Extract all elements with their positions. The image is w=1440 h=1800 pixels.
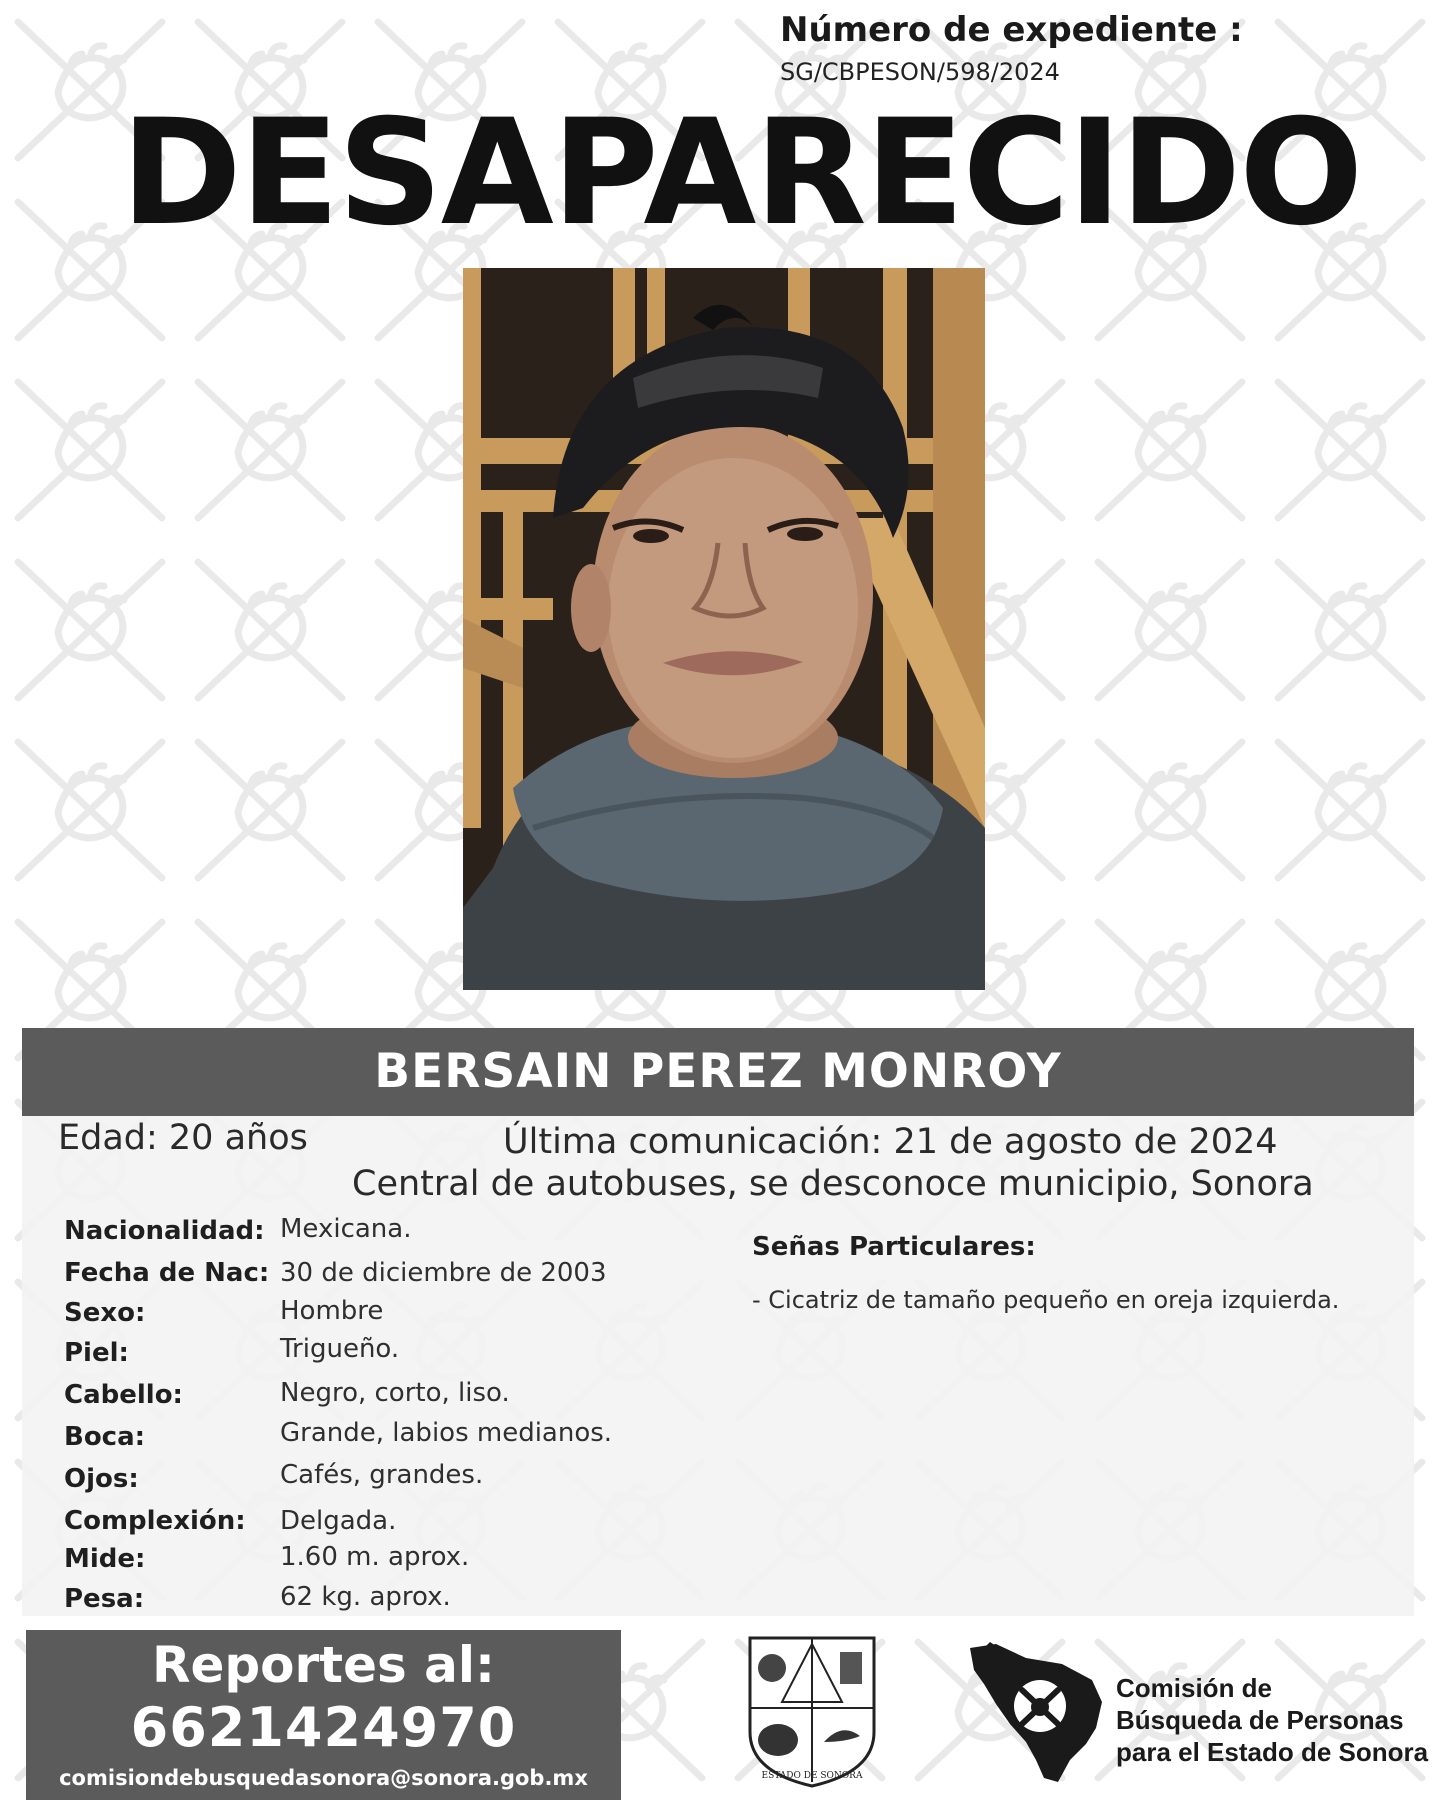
detail-label: Ojos: (64, 1464, 139, 1494)
detail-value: 62 kg. aprox. (280, 1582, 451, 1612)
person-photo-illustration (463, 268, 985, 990)
detail-value: Hombre (280, 1296, 384, 1326)
senas-particulares-title: Señas Particulares: (752, 1232, 1036, 1262)
detail-value: Mexicana. (280, 1214, 412, 1244)
reports-phone[interactable]: 6621424970 (130, 1696, 517, 1759)
last-location-text: Central de autobuses, se desconoce municipio, Sonora (352, 1164, 1314, 1204)
detail-value: Cafés, grandes. (280, 1460, 484, 1490)
expediente-number: SG/CBPESON/598/2024 (780, 58, 1060, 86)
senas-particulares-item: - Cicatriz de tamaño pequeño en oreja izquierda. (752, 1286, 1340, 1314)
detail-label: Piel: (64, 1338, 129, 1368)
detail-label: Fecha de Nac: (64, 1258, 270, 1288)
commission-line: Comisión de (1116, 1673, 1273, 1703)
expediente-label: Número de expediente : (780, 10, 1243, 50)
detail-value: Delgada. (280, 1506, 397, 1536)
reports-box (26, 1630, 621, 1800)
reports-label: Reportes al: (151, 1636, 496, 1694)
detail-value: Trigueño. (280, 1334, 400, 1364)
detail-label: Sexo: (64, 1298, 146, 1328)
headline-desaparecido: DESAPARECIDO (120, 88, 1362, 258)
detail-value: Negro, corto, liso. (280, 1378, 510, 1408)
detail-label: Cabello: (64, 1380, 183, 1410)
detail-label: Complexión: (64, 1506, 246, 1536)
reports-email[interactable]: comisiondebusquedasonora@sonora.gob.mx (59, 1766, 588, 1790)
last-communication-text: Última comunicación: 21 de agosto de 2024 (503, 1122, 1278, 1162)
detail-label: Pesa: (64, 1584, 145, 1614)
detail-value: 1.60 m. aprox. (280, 1542, 470, 1572)
age-text: Edad: 20 años (58, 1118, 308, 1158)
state-seal-icon (742, 1632, 882, 1792)
detail-value: Grande, labios medianos. (280, 1418, 613, 1448)
sonora-map-logo-icon (966, 1640, 1111, 1790)
missing-person-photo (463, 268, 985, 990)
commission-name (1116, 1672, 1428, 1768)
commission-line: para el Estado de Sonora (1116, 1737, 1429, 1767)
detail-label: Boca: (64, 1422, 146, 1452)
commission-line: Búsqueda de Personas (1116, 1705, 1404, 1735)
detail-label: Nacionalidad: (64, 1216, 265, 1246)
detail-value: 30 de diciembre de 2003 (280, 1258, 607, 1288)
person-name-bar: BERSAIN PEREZ MONROY (22, 1028, 1414, 1116)
detail-label: Mide: (64, 1544, 146, 1574)
seal-text: ESTADO DE SONORA (761, 1771, 863, 1781)
